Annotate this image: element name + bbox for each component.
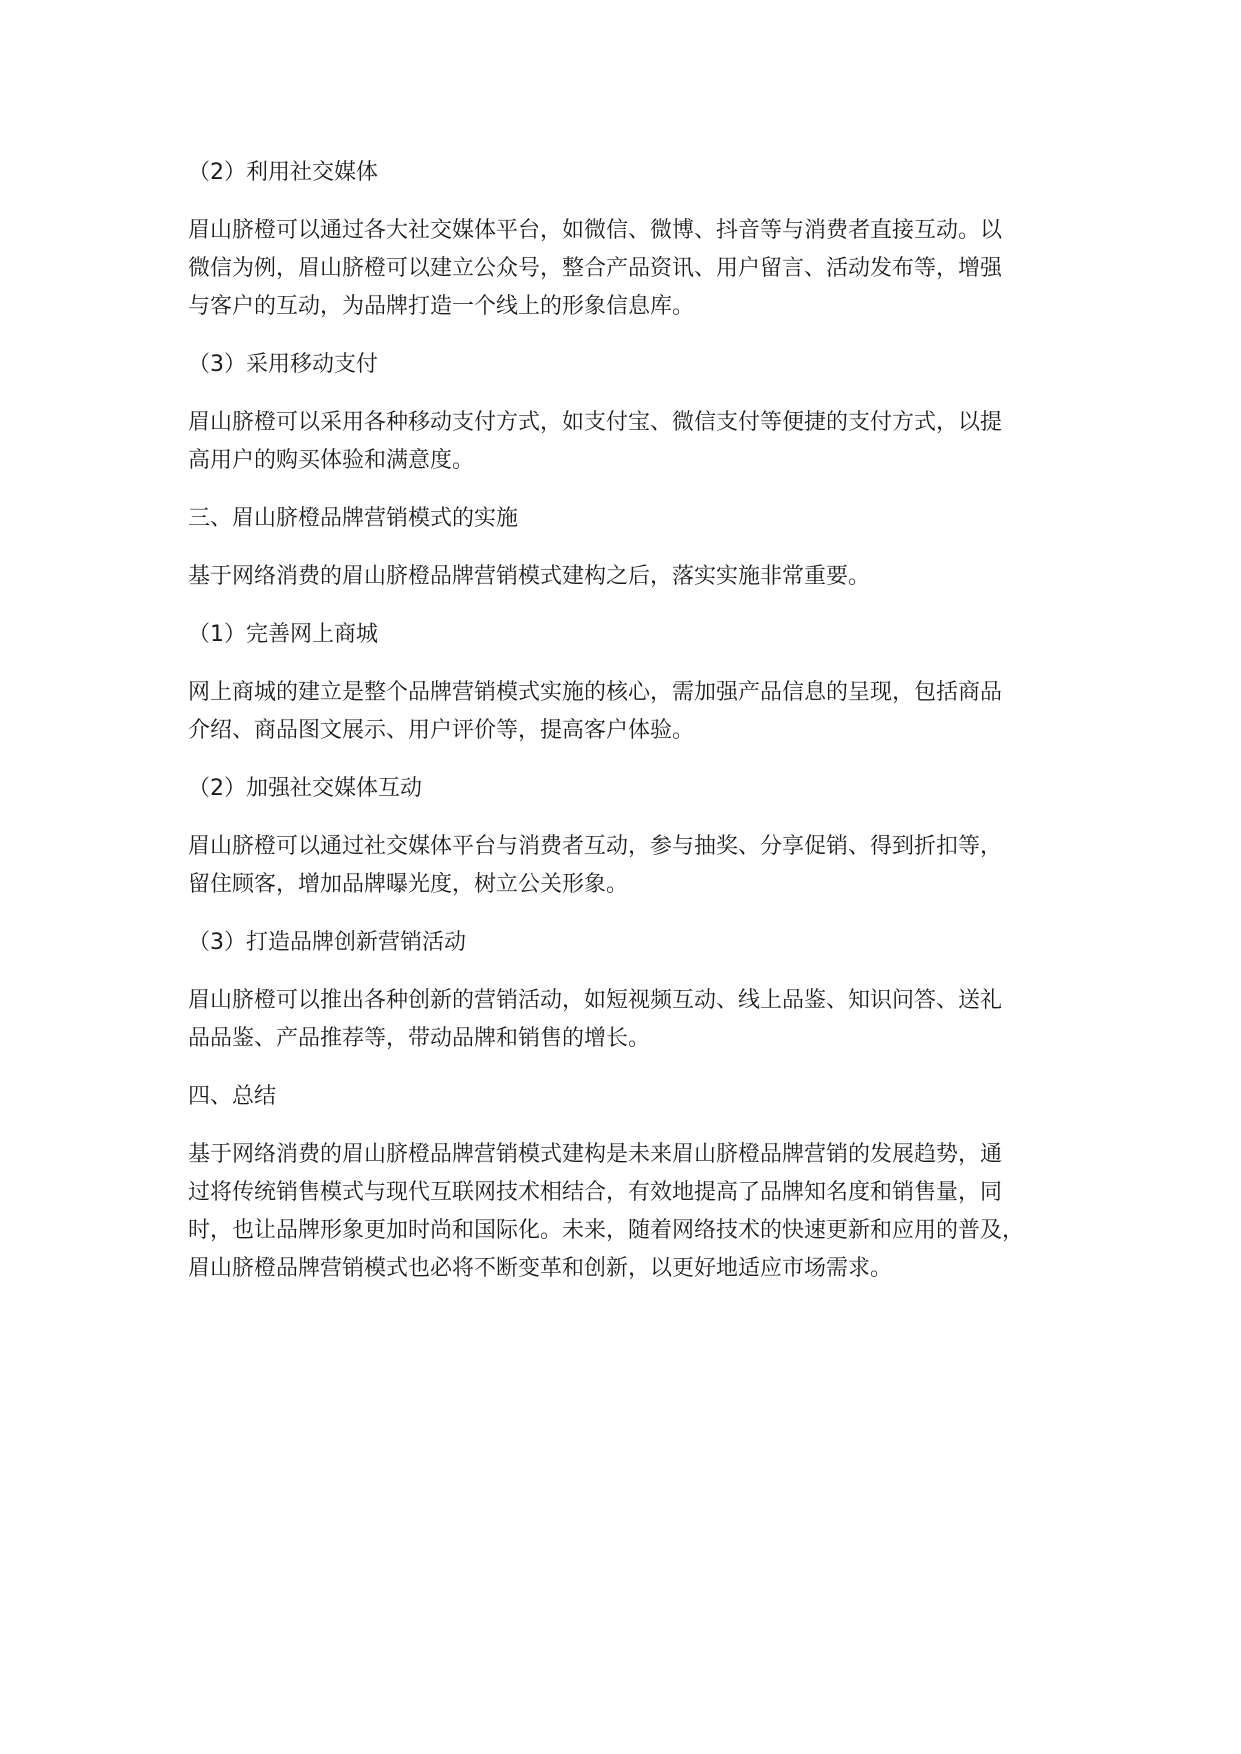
section-heading-mobile-payment: （3）采用移动支付 — [188, 352, 378, 377]
paragraph-mobile-payment: 眉山脐橙可以采用各种移动支付方式，如支付宝、微信支付等便捷的支付方式，以提 高用户的购买体验和满意度。 — [188, 410, 1003, 473]
section-heading-online-mall: （1）完善网上商城 — [188, 622, 378, 647]
section-heading-implementation: 三、眉山脐橙品牌营销模式的实施 — [188, 506, 519, 531]
section-heading-social-media: （2）利用社交媒体 — [188, 160, 378, 185]
paragraph-innovative-marketing: 眉山脐橙可以推出各种创新的营销活动，如短视频互动、线上品鉴、知识问答、送礼 品品鉴、产品推荐等，带动品牌和销售的增长。 — [188, 988, 1003, 1051]
paragraph-social-interaction: 眉山脐橙可以通过社交媒体平台与消费者互动，参与抽奖、分享促销、得到折扣等， 留住顾客，增加品牌曝光度，树立公关形象。 — [188, 834, 1003, 897]
paragraph-online-mall: 网上商城的建立是整个品牌营销模式实施的核心，需加强产品信息的呈现，包括商品 介绍、商品图文展示、用户评价等，提高客户体验。 — [188, 680, 1003, 743]
paragraph-social-media: 眉山脐橙可以通过各大社交媒体平台，如微信、微博、抖音等与消费者直接互动。以 微信为例，眉山脐橙可以建立公众号，整合产品资讯、用户留言、活动发布等，增强 与客户的互动，为品牌打造一个线上的形象信息库。 — [188, 218, 1003, 319]
paragraph-implementation-intro: 基于网络消费的眉山脐橙品牌营销模式建构之后，落实实施非常重要。 — [188, 564, 871, 589]
section-heading-social-interaction: （2）加强社交媒体互动 — [188, 776, 422, 801]
document-body — [188, 154, 1088, 1308]
paragraph-summary: 基于网络消费的眉山脐橙品牌营销模式建构是未来眉山脐橙品牌营销的发展趋势，通 过将传统销售模式与现代互联网技术相结合，有效地提高了品牌知名度和销售量，同 时，也让品牌形象更加时尚和国际化。未来，随着网络技术的快速更新和应用的普及， 眉山脐橙品牌营销模式也必将不断变革和创新，以更好地适应市场需求。 — [188, 1142, 1025, 1281]
section-heading-summary: 四、总结 — [188, 1084, 277, 1109]
section-heading-innovative-marketing: （3）打造品牌创新营销活动 — [188, 930, 466, 955]
